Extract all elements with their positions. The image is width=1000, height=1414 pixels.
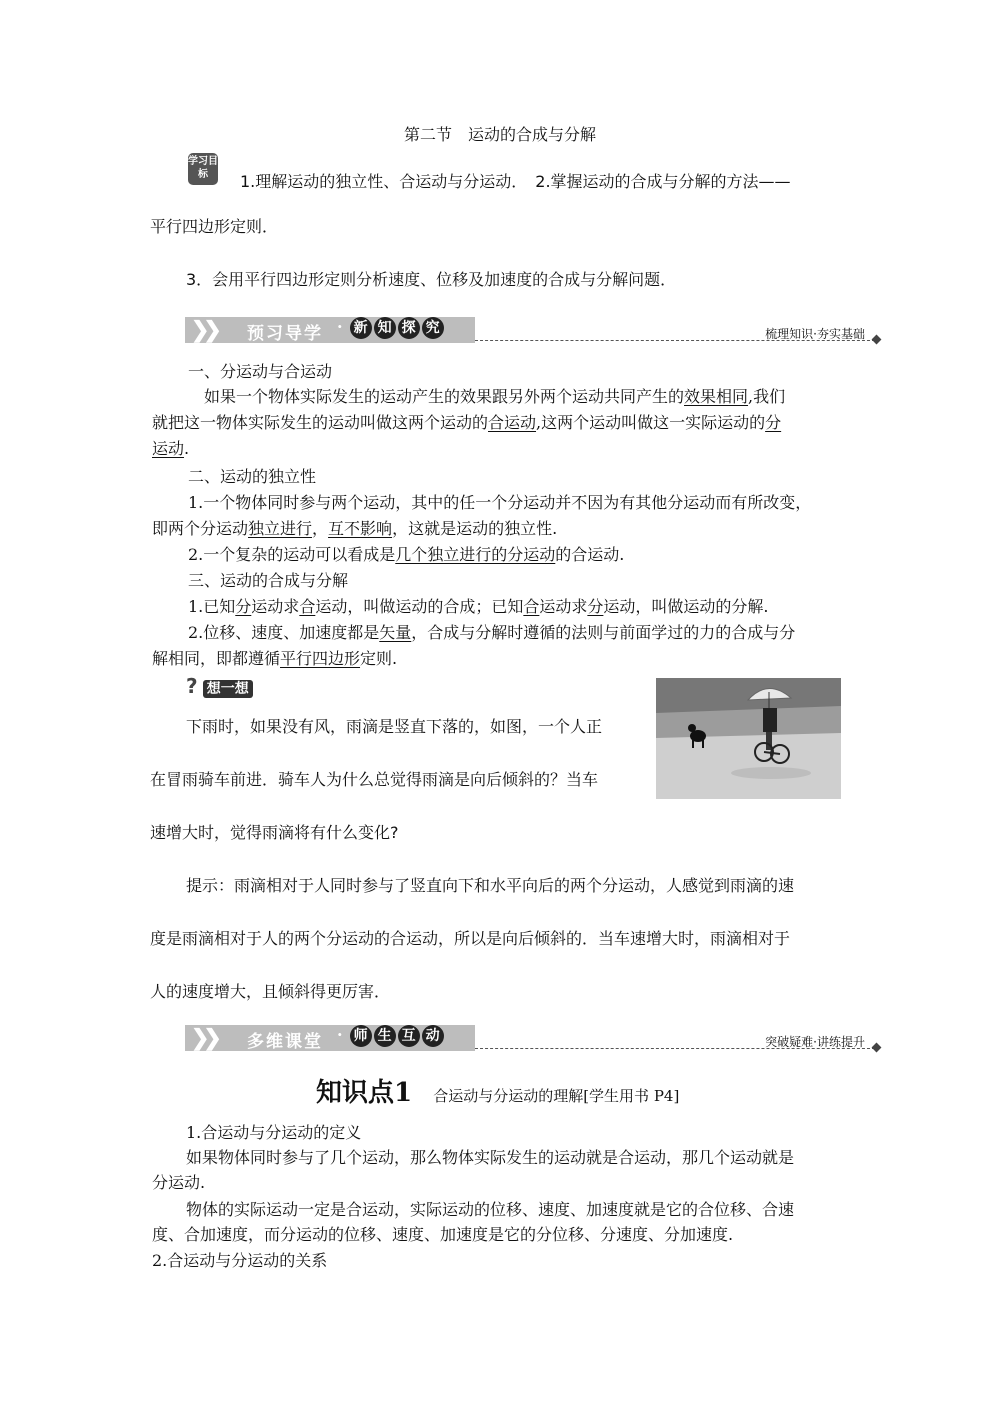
goal-line-2: 平行四边形定则． xyxy=(150,217,279,236)
answer-line: 人的速度增大，且倾斜得更厉害． xyxy=(150,982,391,1001)
banner-title: 多维课堂 xyxy=(247,1032,323,1052)
banner-char: 究 xyxy=(422,317,444,339)
chevron-right-icon: ❯❯ xyxy=(191,317,216,343)
paragraph: 2.位移、速度、加速度都是矢量，合成与分解时遵循的法则与前面学过的力的合成与分 xyxy=(188,623,796,642)
paragraph: 物体的实际运动一定是合运动，实际运动的位移、速度、加速度就是它的合位移、合速 xyxy=(186,1200,795,1219)
banner-dot: · xyxy=(337,317,343,336)
question-line: 速增大时，觉得雨滴将有什么变化? xyxy=(150,823,399,842)
section-banner-classroom xyxy=(185,1025,475,1051)
section-heading: 三、运动的合成与分解 xyxy=(188,571,349,590)
paragraph: 1.一个物体同时参与两个运动，其中的任一个分运动并不因为有其他分运动而有所改变， xyxy=(188,493,812,512)
banner-subtitle: 突破疑难·讲练提升 xyxy=(765,1035,865,1049)
section-heading: 一、分运动与合运动 xyxy=(188,362,333,381)
banner-char: 师 xyxy=(350,1025,372,1047)
diamond-icon xyxy=(872,1043,882,1053)
paragraph: 即两个分运动独立进行，互不影响，这就是运动的独立性. xyxy=(152,519,558,538)
diamond-icon xyxy=(872,335,882,345)
banner-char: 知 xyxy=(374,317,396,339)
goal-line-1: 1.理解运动的独立性、合运动与分运动． 2.掌握运动的合成与分解的方法—— xyxy=(240,172,791,191)
think-label: ? 想一想 xyxy=(186,674,253,698)
question-mark-icon: ? xyxy=(186,674,198,698)
learning-goal-badge: 学习目标 xyxy=(188,153,218,185)
paragraph: 分运动. xyxy=(152,1173,206,1192)
paragraph: 运动. xyxy=(152,439,190,458)
banner-char: 互 xyxy=(398,1025,420,1047)
question-line: 在冒雨骑车前进．骑车人为什么总觉得雨滴是向后倾斜的？当车 xyxy=(150,770,599,789)
paragraph: 1.已知分运动求合运动，叫做运动的合成；已知合运动求分运动，叫做运动的分解. xyxy=(188,597,769,616)
rain-cyclist-photo xyxy=(656,678,841,799)
paragraph: 解相同，即都遵循平行四边形定则. xyxy=(152,649,398,668)
subheading: 2.合运动与分运动的关系 xyxy=(152,1251,328,1270)
banner-subtitle: 梳理知识·夯实基础 xyxy=(765,327,865,341)
banner-char: 探 xyxy=(398,317,420,339)
banner-char: 动 xyxy=(422,1025,444,1047)
banner-dot: · xyxy=(337,1025,343,1044)
question-line: 下雨时，如果没有风，雨滴是竖直下落的，如图，一个人正 xyxy=(186,717,603,736)
paragraph: 如果物体同时参与了几个运动，那么物体实际发生的运动就是合运动，那几个运动就是 xyxy=(186,1148,795,1167)
answer-line: 提示：雨滴相对于人同时参与了竖直向下和水平向后的两个分运动，人感觉到雨滴的速 xyxy=(186,876,795,895)
paragraph: 如果一个物体实际发生的运动产生的效果跟另外两个运动共同产生的效果相同,我们 xyxy=(204,387,786,406)
answer-line: 度是雨滴相对于人的两个分运动的合运动，所以是向后倾斜的．当车速增大时，雨滴相对于 xyxy=(150,929,791,948)
banner-char: 生 xyxy=(374,1025,396,1047)
chevron-right-icon: ❯❯ xyxy=(191,1025,216,1051)
paragraph: 就把这一物体实际发生的运动叫做这两个运动的合运动,这两个运动叫做这一实际运动的分 xyxy=(152,413,782,432)
banner-char: 新 xyxy=(350,317,372,339)
paragraph: 度、合加速度，而分运动的位移、速度、加速度是它的分位移、分速度、分加速度. xyxy=(152,1225,734,1244)
section-heading: 二、运动的独立性 xyxy=(188,467,317,486)
subheading: 1.合运动与分运动的定义 xyxy=(186,1123,362,1142)
page-title: 第二节 运动的合成与分解 xyxy=(403,125,596,144)
goal-line-3: 3．会用平行四边形定则分析速度、位移及加速度的合成与分解问题． xyxy=(186,270,677,289)
paragraph: 2.一个复杂的运动可以看成是几个独立进行的分运动的合运动. xyxy=(188,545,625,564)
knowledge-point-heading: 知识点1 合运动与分运动的理解[学生用书 P4] xyxy=(316,1078,680,1108)
banner-title: 预习导学 xyxy=(247,324,323,344)
section-banner-preview xyxy=(185,317,475,343)
